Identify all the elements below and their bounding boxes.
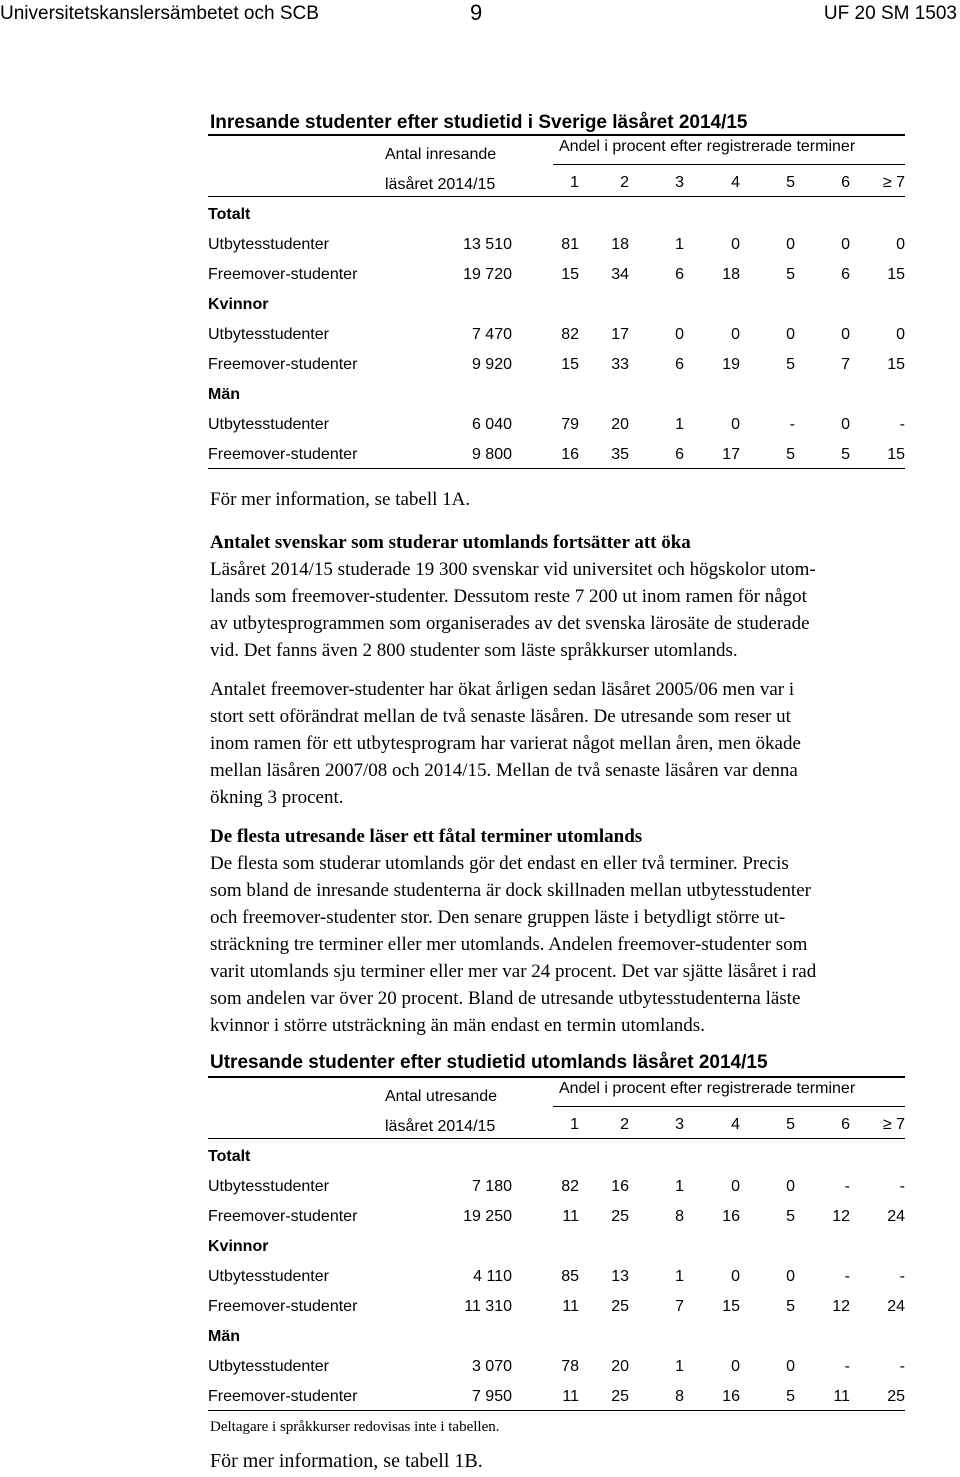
share-cell: 78	[561, 1358, 579, 1375]
count-cell: 4 110	[473, 1268, 512, 1285]
share-cell: 16	[722, 1388, 740, 1405]
count-cell: 9 920	[471, 356, 512, 373]
share-cell: 18	[722, 266, 740, 283]
row-label: Utbytesstudenter	[208, 326, 329, 343]
share-cell: -	[899, 1178, 905, 1195]
share-cell: 85	[561, 1268, 579, 1285]
term-header: 4	[731, 1116, 740, 1133]
section3-line: sträckning tre terminer eller mer utomlands. Andelen freemover-studenter som	[210, 934, 808, 955]
share-cell: 0	[731, 236, 740, 253]
column-group-rule	[553, 1106, 905, 1107]
share-cell: -	[789, 416, 795, 433]
row-label: Utbytesstudenter	[208, 1268, 329, 1285]
share-cell: 6	[675, 356, 684, 373]
share-cell: -	[844, 1178, 850, 1195]
section3-line: som andelen var över 20 procent. Bland de utresande utbytesstudenterna läste	[210, 988, 801, 1009]
share-cell: 0	[896, 236, 905, 253]
term-header: 3	[675, 174, 684, 191]
section3-heading: De flesta utresande läser ett fåtal terminer utomlands	[210, 826, 643, 847]
section3-line: och freemover-studenter stor. Den senare gruppen läste i betydligt större ut-	[210, 907, 786, 928]
page-number: 9	[470, 0, 483, 25]
share-cell: 24	[887, 1208, 905, 1225]
share-cell: 0	[786, 1178, 795, 1195]
share-cell: 0	[841, 236, 850, 253]
share-cell: 12	[832, 1298, 850, 1315]
group-label: Kvinnor	[208, 296, 269, 313]
term-header: 6	[841, 174, 850, 191]
term-header: ≥ 7	[882, 1116, 905, 1133]
count-cell: 13 510	[463, 236, 512, 253]
share-cell: 0	[731, 1178, 740, 1195]
share-cell: 1	[675, 1178, 684, 1195]
running-header-right: UF 20 SM 1503	[823, 3, 957, 24]
share-cell: 12	[832, 1208, 850, 1225]
section2-line: mellan läsåren 2007/08 och 2014/15. Mellan de två senaste läsåren var denna	[210, 760, 798, 781]
table2-reference: För mer information, se tabell 1B.	[210, 1450, 483, 1472]
share-cell: 1	[675, 416, 684, 433]
row-label: Utbytesstudenter	[208, 236, 329, 253]
section1-line: Läsåret 2014/15 studerade 19 300 svenskar vid universitet och högskolor utom-	[210, 559, 816, 580]
share-cell: 15	[722, 1298, 740, 1315]
share-cell: -	[844, 1268, 850, 1285]
share-cell: -	[899, 1358, 905, 1375]
term-header: 1	[570, 1116, 579, 1133]
section2-line: Antalet freemover-studenter har ökat årligen sedan läsåret 2005/06 men var i	[210, 679, 795, 700]
count-cell: 7 470	[471, 326, 512, 343]
share-cell: 20	[611, 416, 629, 433]
share-cell: 5	[841, 446, 850, 463]
share-cell: 5	[786, 1208, 795, 1225]
share-cell: 11	[833, 1388, 850, 1405]
share-cell: 0	[841, 326, 850, 343]
row-label: Utbytesstudenter	[208, 1178, 329, 1195]
row-label: Freemover-studenter	[208, 356, 358, 373]
share-cell: 16	[561, 446, 579, 463]
share-cell: 25	[611, 1208, 629, 1225]
term-header: 1	[570, 174, 579, 191]
section2-line: inom ramen för ett utbytesprogram har varierat något mellan åren, men ökade	[210, 733, 801, 754]
share-cell: 8	[675, 1388, 684, 1405]
column-group-rule	[553, 164, 905, 165]
term-header: 4	[731, 174, 740, 191]
term-header: 3	[675, 1116, 684, 1133]
column-header-count: Antal utresande	[385, 1088, 498, 1105]
share-cell: 20	[611, 1358, 629, 1375]
share-cell: 15	[561, 356, 579, 373]
share-cell: 8	[675, 1208, 684, 1225]
share-cell: 0	[731, 1268, 740, 1285]
term-header: 2	[620, 1116, 629, 1133]
share-cell: 25	[611, 1298, 629, 1315]
share-cell: 0	[786, 236, 795, 253]
share-cell: -	[899, 416, 905, 433]
share-cell: 5	[786, 356, 795, 373]
running-header-left: Universitetskanslersämbetet och SCB	[0, 3, 319, 24]
share-cell: 11	[562, 1388, 579, 1405]
count-cell: 6 040	[471, 416, 512, 433]
share-cell: 82	[561, 326, 579, 343]
share-cell: 0	[786, 1358, 795, 1375]
share-cell: 15	[887, 356, 905, 373]
row-label: Freemover-studenter	[208, 1298, 358, 1315]
share-cell: 1	[675, 236, 684, 253]
group-label: Kvinnor	[208, 1238, 269, 1255]
count-cell: 7 180	[471, 1178, 512, 1195]
term-header: 5	[786, 1116, 795, 1133]
table2-footnote: Deltagare i språkkurser redovisas inte i tabellen.	[210, 1419, 500, 1435]
share-cell: 16	[722, 1208, 740, 1225]
group-label: Män	[208, 1328, 240, 1345]
share-cell: 5	[786, 266, 795, 283]
share-cell: 24	[887, 1298, 905, 1315]
section2	[210, 676, 926, 811]
share-cell: -	[899, 1268, 905, 1285]
table-top-rule	[208, 1076, 905, 1078]
share-cell: 18	[611, 236, 629, 253]
section3-line: varit utomlands sju terminer eller mer var 24 procent. Det var sjätte läsåret i rad	[210, 961, 817, 982]
share-cell: 13	[611, 1268, 629, 1285]
share-cell: 6	[675, 446, 684, 463]
group-label: Män	[208, 386, 240, 403]
section1-heading: Antalet svenskar som studerar utomlands fortsätter att öka	[210, 532, 691, 553]
column-header-year: läsåret 2014/15	[385, 1118, 496, 1135]
section3-line: som bland de inresande studenterna är dock skillnaden mellan utbytesstudenter	[210, 880, 811, 901]
share-cell: 1	[675, 1358, 684, 1375]
share-cell: 79	[561, 416, 579, 433]
group-label: Totalt	[208, 1148, 251, 1165]
table-bottom-rule	[208, 468, 905, 469]
column-header-year: läsåret 2014/15	[385, 176, 496, 193]
row-label: Freemover-studenter	[208, 1208, 358, 1225]
share-cell: 0	[675, 326, 684, 343]
share-cell: 5	[786, 1388, 795, 1405]
term-header: 5	[786, 174, 795, 191]
share-cell: 11	[562, 1208, 579, 1225]
group-label: Totalt	[208, 206, 251, 223]
column-header-share: Andel i procent efter registrerade terminer	[559, 138, 856, 155]
count-cell: 19 250	[463, 1208, 512, 1225]
share-cell: 5	[786, 446, 795, 463]
term-header: 6	[841, 1116, 850, 1133]
share-cell: 11	[562, 1298, 579, 1315]
share-cell: -	[844, 1358, 850, 1375]
share-cell: 25	[611, 1388, 629, 1405]
section2-line: ökning 3 procent.	[210, 787, 344, 808]
table1	[208, 132, 905, 477]
share-cell: 0	[786, 1268, 795, 1285]
share-cell: 35	[611, 446, 629, 463]
row-label: Freemover-studenter	[208, 1388, 358, 1405]
share-cell: 33	[611, 356, 629, 373]
section3	[210, 823, 926, 1039]
section3-line: kvinnor i större utsträckning än män endast en termin utomlands.	[210, 1015, 705, 1036]
table2	[208, 1074, 905, 1414]
share-cell: 5	[786, 1298, 795, 1315]
share-cell: 15	[887, 266, 905, 283]
count-cell: 3 070	[471, 1358, 512, 1375]
section2-line: stort sett oförändrat mellan de två senaste läsåren. De utresande som reser ut	[210, 706, 791, 727]
share-cell: 7	[675, 1298, 684, 1315]
share-cell: 0	[731, 1358, 740, 1375]
term-header: 2	[620, 174, 629, 191]
section1	[210, 529, 926, 664]
table1-reference: För mer information, se tabell 1A.	[210, 489, 471, 510]
count-cell: 19 720	[463, 266, 512, 283]
count-cell: 11 310	[464, 1298, 512, 1315]
row-label: Freemover-studenter	[208, 446, 358, 463]
share-cell: 34	[611, 266, 629, 283]
row-label: Utbytesstudenter	[208, 1358, 329, 1375]
column-header-count: Antal inresande	[385, 146, 497, 163]
share-cell: 25	[887, 1388, 905, 1405]
share-cell: 0	[731, 416, 740, 433]
header-bottom-rule	[208, 196, 905, 197]
share-cell: 0	[786, 326, 795, 343]
term-header: ≥ 7	[882, 174, 905, 191]
section1-line: av utbytesprogrammen som organiserades av det svenska lärosäte de studerade	[210, 613, 810, 634]
row-label: Freemover-studenter	[208, 266, 358, 283]
section3-line: De flesta som studerar utomlands gör det endast en eller två terminer. Precis	[210, 853, 789, 874]
share-cell: 0	[841, 416, 850, 433]
header-bottom-rule	[208, 1138, 905, 1139]
share-cell: 81	[561, 236, 579, 253]
share-cell: 15	[887, 446, 905, 463]
share-cell: 19	[722, 356, 740, 373]
table-top-rule	[208, 134, 905, 136]
share-cell: 7	[841, 356, 850, 373]
share-cell: 17	[611, 326, 629, 343]
share-cell: 0	[896, 326, 905, 343]
share-cell: 17	[722, 446, 740, 463]
row-label: Utbytesstudenter	[208, 416, 329, 433]
share-cell: 6	[675, 266, 684, 283]
count-cell: 7 950	[471, 1388, 512, 1405]
count-cell: 9 800	[471, 446, 512, 463]
column-header-share: Andel i procent efter registrerade terminer	[559, 1080, 856, 1097]
share-cell: 0	[731, 326, 740, 343]
table-bottom-rule	[208, 1410, 905, 1411]
share-cell: 6	[841, 266, 850, 283]
table2-title: Utresande studenter efter studietid utomlands läsåret 2014/15	[210, 1052, 768, 1073]
share-cell: 15	[561, 266, 579, 283]
share-cell: 82	[561, 1178, 579, 1195]
share-cell: 1	[675, 1268, 684, 1285]
section1-line: vid. Det fanns även 2 800 studenter som läste språkkurser utomlands.	[210, 640, 738, 661]
share-cell: 16	[611, 1178, 629, 1195]
section1-line: lands som freemover-studenter. Dessutom reste 7 200 ut inom ramen för något	[210, 586, 807, 607]
table1-title: Inresande studenter efter studietid i Sverige läsåret 2014/15	[210, 112, 748, 133]
